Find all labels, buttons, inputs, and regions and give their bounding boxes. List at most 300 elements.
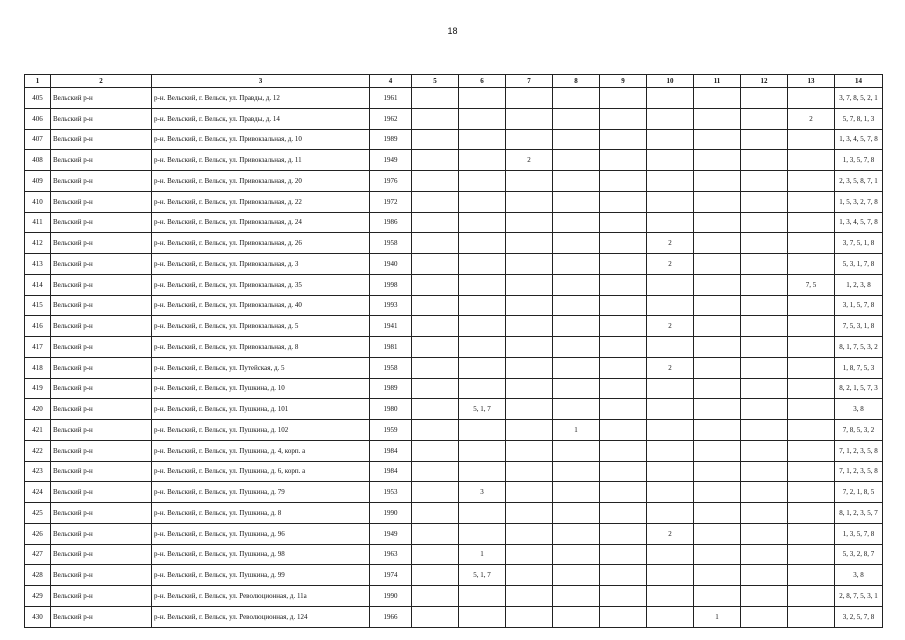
table-cell-col-1: 423 [25,461,51,482]
table-cell-col-2: Вельский р-н [51,88,152,109]
table-body [25,88,883,628]
table-cell-col-4: 1986 [370,212,412,233]
table-cell-col-11 [694,254,741,275]
table-header-row [25,75,883,88]
table-cell-col-2: Вельский р-н [51,129,152,150]
table-cell-col-10 [647,420,694,441]
table-row [25,274,883,295]
table-cell-col-4: 1962 [370,108,412,129]
table-row [25,316,883,337]
table-cell-col-7 [506,316,553,337]
table-cell-col-5 [412,254,459,275]
table-cell-col-10 [647,108,694,129]
table-cell-col-7 [506,274,553,295]
table-cell-col-10: 2 [647,254,694,275]
table-cell-col-3: р-н. Вельский, г. Вельск, ул. Пушкина, д. 8 [152,503,370,524]
table-cell-col-5 [412,440,459,461]
table-cell-col-6: 5, 1, 7 [459,565,506,586]
table-cell-col-4: 1980 [370,399,412,420]
table-cell-col-5 [412,171,459,192]
table-cell-col-1: 416 [25,316,51,337]
table-cell-col-4: 1958 [370,233,412,254]
table-cell-col-3: р-н. Вельский, г. Вельск, ул. Пушкина, д. 102 [152,420,370,441]
table-cell-col-5 [412,357,459,378]
table-cell-col-10 [647,171,694,192]
table-cell-col-11 [694,337,741,358]
table-cell-col-10 [647,461,694,482]
table-cell-col-7 [506,295,553,316]
table-cell-col-9 [600,88,647,109]
table-cell-col-10 [647,503,694,524]
table-cell-col-14: 7, 5, 3, 1, 8 [835,316,883,337]
table-cell-col-3: р-н. Вельский, г. Вельск, ул. Пушкина, д. 79 [152,482,370,503]
table-row [25,171,883,192]
table-cell-col-10 [647,295,694,316]
table-cell-col-4: 1958 [370,357,412,378]
table-cell-col-9 [600,357,647,378]
table-cell-col-7 [506,544,553,565]
table-cell-col-7 [506,461,553,482]
table-cell-col-13 [788,523,835,544]
table-cell-col-4: 1984 [370,440,412,461]
table-cell-col-10: 2 [647,233,694,254]
table-row [25,565,883,586]
table-cell-col-8 [553,129,600,150]
table-cell-col-1: 414 [25,274,51,295]
table-cell-col-11 [694,212,741,233]
table-cell-col-11 [694,378,741,399]
column-header-8: 8 [553,75,600,88]
table-cell-col-14: 8, 2, 1, 5, 7, 3 [835,378,883,399]
table-cell-col-12 [741,233,788,254]
table-cell-col-1: 426 [25,523,51,544]
column-header-11: 11 [694,75,741,88]
table-cell-col-9 [600,129,647,150]
table-cell-col-9 [600,565,647,586]
column-header-13: 13 [788,75,835,88]
table-cell-col-2: Вельский р-н [51,212,152,233]
column-header-12: 12 [741,75,788,88]
table-cell-col-13 [788,150,835,171]
table-cell-col-6 [459,440,506,461]
table-cell-col-5 [412,88,459,109]
table-cell-col-13 [788,88,835,109]
table-cell-col-6 [459,357,506,378]
table-cell-col-9 [600,461,647,482]
column-header-14: 14 [835,75,883,88]
table-cell-col-11 [694,544,741,565]
table-cell-col-8 [553,150,600,171]
table-cell-col-11 [694,420,741,441]
table-cell-col-2: Вельский р-н [51,378,152,399]
table-cell-col-2: Вельский р-н [51,337,152,358]
table-cell-col-6 [459,88,506,109]
table-cell-col-6 [459,337,506,358]
table-cell-col-10 [647,440,694,461]
table-cell-col-3: р-н. Вельский, г. Вельск, ул. Привокзальная, д. 26 [152,233,370,254]
table-cell-col-3: р-н. Вельский, г. Вельск, ул. Привокзальная, д. 11 [152,150,370,171]
table-cell-col-12 [741,565,788,586]
table-cell-col-10 [647,191,694,212]
table-cell-col-13 [788,233,835,254]
table-cell-col-8 [553,295,600,316]
table-cell-col-8 [553,233,600,254]
table-cell-col-5 [412,606,459,627]
table-row [25,606,883,627]
table-cell-col-11 [694,274,741,295]
table-cell-col-1: 418 [25,357,51,378]
table-cell-col-6 [459,295,506,316]
table-cell-col-13 [788,420,835,441]
table-row [25,461,883,482]
table-cell-col-7 [506,254,553,275]
table-cell-col-3: р-н. Вельский, г. Вельск, ул. Пушкина, д. 99 [152,565,370,586]
table-cell-col-14: 3, 8 [835,565,883,586]
table-cell-col-11 [694,586,741,607]
table-row [25,482,883,503]
table-cell-col-9 [600,316,647,337]
table-row [25,544,883,565]
table-cell-col-10 [647,606,694,627]
table-cell-col-5 [412,586,459,607]
table-cell-col-10 [647,337,694,358]
table-cell-col-6 [459,212,506,233]
table-cell-col-4: 1989 [370,378,412,399]
table-cell-col-2: Вельский р-н [51,254,152,275]
table-cell-col-3: р-н. Вельский, г. Вельск, ул. Революционная, д. 11а [152,586,370,607]
table-cell-col-1: 410 [25,191,51,212]
table-cell-col-1: 420 [25,399,51,420]
table-cell-col-7 [506,420,553,441]
table-cell-col-2: Вельский р-н [51,233,152,254]
table-cell-col-13 [788,254,835,275]
table-cell-col-7 [506,357,553,378]
table-cell-col-7 [506,565,553,586]
table-cell-col-1: 424 [25,482,51,503]
table-cell-col-7 [506,191,553,212]
table-row [25,440,883,461]
table-cell-col-12 [741,129,788,150]
table-cell-col-2: Вельский р-н [51,565,152,586]
table-cell-col-14: 8, 1, 2, 3, 5, 7 [835,503,883,524]
table-cell-col-7 [506,212,553,233]
table-row [25,399,883,420]
table-cell-col-12 [741,461,788,482]
table-cell-col-6 [459,108,506,129]
table-cell-col-2: Вельский р-н [51,171,152,192]
table-cell-col-8 [553,586,600,607]
table-cell-col-7 [506,129,553,150]
table-cell-col-14: 7, 1, 2, 3, 5, 8 [835,440,883,461]
table-cell-col-5 [412,233,459,254]
table-cell-col-13 [788,544,835,565]
table-cell-col-7: 2 [506,150,553,171]
table-cell-col-2: Вельский р-н [51,399,152,420]
table-row [25,295,883,316]
table-cell-col-13 [788,191,835,212]
table-cell-col-5 [412,150,459,171]
table-cell-col-4: 1959 [370,420,412,441]
table-cell-col-1: 430 [25,606,51,627]
table-cell-col-12 [741,274,788,295]
table-cell-col-8 [553,606,600,627]
table-cell-col-14: 5, 3, 1, 7, 8 [835,254,883,275]
table-cell-col-6 [459,316,506,337]
table-cell-col-13 [788,503,835,524]
column-header-2: 2 [51,75,152,88]
table-cell-col-12 [741,586,788,607]
table-cell-col-1: 415 [25,295,51,316]
column-header-1: 1 [25,75,51,88]
table-cell-col-5 [412,503,459,524]
table-cell-col-12 [741,316,788,337]
table-cell-col-5 [412,565,459,586]
table-cell-col-12 [741,212,788,233]
table-cell-col-9 [600,171,647,192]
table-cell-col-3: р-н. Вельский, г. Вельск, ул. Пушкина, д. 4, корп. а [152,440,370,461]
table-cell-col-4: 1990 [370,586,412,607]
table-cell-col-2: Вельский р-н [51,316,152,337]
column-header-6: 6 [459,75,506,88]
table-cell-col-6 [459,503,506,524]
table-cell-col-8 [553,482,600,503]
table-cell-col-3: р-н. Вельский, г. Вельск, ул. Привокзальная, д. 5 [152,316,370,337]
column-header-3: 3 [152,75,370,88]
table-cell-col-8 [553,274,600,295]
table-cell-col-12 [741,482,788,503]
table-cell-col-1: 417 [25,337,51,358]
table-cell-col-14: 1, 3, 4, 5, 7, 8 [835,212,883,233]
table-cell-col-10: 2 [647,523,694,544]
table-cell-col-9 [600,420,647,441]
table-cell-col-8 [553,399,600,420]
table-cell-col-5 [412,523,459,544]
table-cell-col-8 [553,503,600,524]
table-cell-col-11 [694,233,741,254]
table-cell-col-9 [600,295,647,316]
table-cell-col-8 [553,440,600,461]
table-cell-col-10 [647,378,694,399]
table-cell-col-11: 1 [694,606,741,627]
table-cell-col-7 [506,108,553,129]
column-header-4: 4 [370,75,412,88]
table-cell-col-12 [741,191,788,212]
column-header-10: 10 [647,75,694,88]
table-row [25,129,883,150]
table-cell-col-11 [694,150,741,171]
table-cell-col-3: р-н. Вельский, г. Вельск, ул. Пушкина, д. 98 [152,544,370,565]
table-cell-col-6: 1 [459,544,506,565]
table-cell-col-1: 422 [25,440,51,461]
table-cell-col-6 [459,191,506,212]
column-header-7: 7 [506,75,553,88]
table-cell-col-4: 1990 [370,503,412,524]
table-cell-col-11 [694,191,741,212]
table-cell-col-4: 1974 [370,565,412,586]
table-cell-col-12 [741,420,788,441]
table-cell-col-3: р-н. Вельский, г. Вельск, ул. Привокзальная, д. 8 [152,337,370,358]
table-cell-col-5 [412,399,459,420]
table-cell-col-8 [553,108,600,129]
table-cell-col-9 [600,399,647,420]
table-cell-col-9 [600,523,647,544]
table-cell-col-10: 2 [647,357,694,378]
table-cell-col-12 [741,606,788,627]
table-cell-col-5 [412,274,459,295]
table-cell-col-5 [412,108,459,129]
table-cell-col-3: р-н. Вельский, г. Вельск, ул. Правды, д. 14 [152,108,370,129]
table-cell-col-13: 2 [788,108,835,129]
table-cell-col-14: 3, 2, 5, 7, 8 [835,606,883,627]
table-cell-col-14: 7, 1, 2, 3, 5, 8 [835,461,883,482]
table-cell-col-7 [506,399,553,420]
table-row [25,420,883,441]
table-cell-col-8 [553,212,600,233]
table-cell-col-8: 1 [553,420,600,441]
table-cell-col-8 [553,171,600,192]
table-cell-col-7 [506,233,553,254]
table-cell-col-2: Вельский р-н [51,461,152,482]
table-cell-col-2: Вельский р-н [51,482,152,503]
table-cell-col-10: 2 [647,316,694,337]
registry-table [24,74,883,628]
table-cell-col-5 [412,544,459,565]
table-cell-col-13 [788,357,835,378]
table-cell-col-4: 1998 [370,274,412,295]
table-cell-col-11 [694,461,741,482]
table-cell-col-13 [788,606,835,627]
table-cell-col-3: р-н. Вельский, г. Вельск, ул. Революционная, д. 124 [152,606,370,627]
table-cell-col-4: 1993 [370,295,412,316]
table-cell-col-2: Вельский р-н [51,150,152,171]
table-cell-col-2: Вельский р-н [51,108,152,129]
table-cell-col-14: 3, 1, 5, 7, 8 [835,295,883,316]
table-cell-col-11 [694,129,741,150]
column-header-5: 5 [412,75,459,88]
table-cell-col-7 [506,482,553,503]
page-number: 18 [447,26,458,36]
table-cell-col-9 [600,150,647,171]
table-row [25,233,883,254]
table-cell-col-4: 1953 [370,482,412,503]
table-cell-col-14: 7, 2, 1, 8, 5 [835,482,883,503]
table-cell-col-14: 7, 8, 5, 3, 2 [835,420,883,441]
table-cell-col-1: 406 [25,108,51,129]
table-cell-col-6 [459,254,506,275]
table-row [25,503,883,524]
table-cell-col-1: 408 [25,150,51,171]
table-cell-col-2: Вельский р-н [51,295,152,316]
table-cell-col-4: 1976 [370,171,412,192]
table-cell-col-14: 5, 3, 2, 8, 7 [835,544,883,565]
table-cell-col-4: 1949 [370,523,412,544]
table-cell-col-14: 3, 8 [835,399,883,420]
table-cell-col-6 [459,586,506,607]
table-cell-col-4: 1949 [370,150,412,171]
table-cell-col-13: 7, 5 [788,274,835,295]
table-cell-col-6 [459,274,506,295]
table-cell-col-3: р-н. Вельский, г. Вельск, ул. Правды, д. 12 [152,88,370,109]
table-cell-col-3: р-н. Вельский, г. Вельск, ул. Привокзальная, д. 20 [152,171,370,192]
table-row [25,337,883,358]
table-cell-col-3: р-н. Вельский, г. Вельск, ул. Привокзальная, д. 24 [152,212,370,233]
table-cell-col-3: р-н. Вельский, г. Вельск, ул. Привокзальная, д. 35 [152,274,370,295]
table-cell-col-4: 1981 [370,337,412,358]
table-cell-col-4: 1972 [370,191,412,212]
table-cell-col-14: 1, 5, 3, 2, 7, 8 [835,191,883,212]
table-cell-col-12 [741,88,788,109]
table-cell-col-4: 1961 [370,88,412,109]
table-cell-col-9 [600,233,647,254]
table-cell-col-8 [553,337,600,358]
table-cell-col-10 [647,212,694,233]
table-cell-col-13 [788,586,835,607]
table-cell-col-8 [553,316,600,337]
table-cell-col-7 [506,337,553,358]
table-cell-col-8 [553,544,600,565]
table-cell-col-10 [647,129,694,150]
table-cell-col-10 [647,586,694,607]
table-cell-col-1: 425 [25,503,51,524]
table-cell-col-13 [788,440,835,461]
table-cell-col-6 [459,420,506,441]
table-cell-col-3: р-н. Вельский, г. Вельск, ул. Привокзальная, д. 40 [152,295,370,316]
table-cell-col-13 [788,378,835,399]
table-row [25,212,883,233]
table-cell-col-2: Вельский р-н [51,357,152,378]
column-header-9: 9 [600,75,647,88]
table-cell-col-11 [694,399,741,420]
table-cell-col-13 [788,171,835,192]
table-cell-col-6 [459,378,506,399]
table-row [25,378,883,399]
table-cell-col-11 [694,88,741,109]
table-cell-col-12 [741,295,788,316]
table-cell-col-14: 5, 7, 8, 1, 3 [835,108,883,129]
table-cell-col-4: 1984 [370,461,412,482]
table-cell-col-8 [553,254,600,275]
table-cell-col-6: 5, 1, 7 [459,399,506,420]
table-cell-col-2: Вельский р-н [51,420,152,441]
table-cell-col-5 [412,129,459,150]
table-cell-col-13 [788,399,835,420]
table-cell-col-6: 3 [459,482,506,503]
table-cell-col-10 [647,399,694,420]
table-cell-col-9 [600,503,647,524]
table-cell-col-7 [506,440,553,461]
table-cell-col-6 [459,150,506,171]
table-cell-col-7 [506,171,553,192]
table-cell-col-4: 1989 [370,129,412,150]
table-cell-col-13 [788,337,835,358]
table-cell-col-14: 2, 3, 5, 8, 7, 1 [835,171,883,192]
table-cell-col-5 [412,420,459,441]
table-cell-col-9 [600,606,647,627]
table-cell-col-9 [600,482,647,503]
table-cell-col-12 [741,523,788,544]
table-row [25,150,883,171]
table-cell-col-13 [788,129,835,150]
table-cell-col-8 [553,461,600,482]
table-cell-col-10 [647,274,694,295]
table-cell-col-12 [741,254,788,275]
table-cell-col-3: р-н. Вельский, г. Вельск, ул. Путейская, д. 5 [152,357,370,378]
table-cell-col-7 [506,503,553,524]
table-cell-col-4: 1966 [370,606,412,627]
table-cell-col-9 [600,337,647,358]
table-cell-col-2: Вельский р-н [51,274,152,295]
table-cell-col-6 [459,233,506,254]
